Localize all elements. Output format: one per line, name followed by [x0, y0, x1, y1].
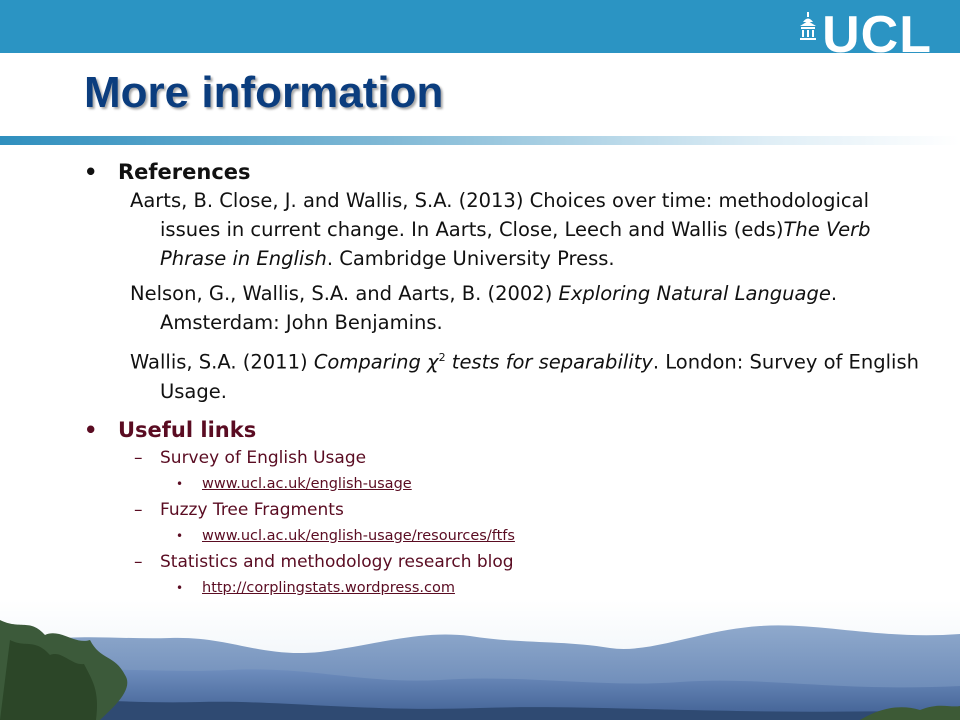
slide-title: More information — [84, 68, 444, 117]
link-item — [176, 472, 924, 496]
bullet-icon: • — [176, 580, 184, 595]
bullet-icon: • — [176, 528, 184, 543]
link-ftfs[interactable]: www.ucl.ac.uk/english-usage/resources/ftfs — [202, 527, 515, 544]
link-group-label: – Fuzzy Tree Fragments — [134, 499, 344, 520]
bullet-icon: • — [84, 417, 98, 442]
link-group-label: – Survey of English Usage — [134, 447, 367, 468]
reference-item: Wallis, S.A. (2011) Comparing $\chi^2$ tests for separability. London: Survey of English Usage. — [130, 350, 919, 403]
portico-icon — [800, 12, 816, 40]
reference-item: Aarts, B. Close, J. and Wallis, S.A. (2013) Choices over time: methodological issues in current change. In Aarts, Close, Leech and Wallis (eds)The Verb Phrase in English. Cambridge University Press. — [130, 189, 871, 270]
link-corplingstats[interactable]: http://corplingstats.wordpress.com — [202, 579, 455, 596]
useful-links-heading: • Useful links — [84, 417, 257, 442]
references-heading: • References — [84, 160, 251, 184]
reference-item: Nelson, G., Wallis, S.A. and Aarts, B. (2002) Exploring Natural Language. Amsterdam: John Benjamins. — [130, 282, 838, 334]
slide-content — [84, 158, 924, 600]
ucl-logo — [800, 6, 932, 64]
bullet-icon: • — [84, 160, 98, 184]
link-group-label: – Statistics and methodology research blog — [134, 551, 514, 572]
link-item — [176, 524, 924, 548]
logo-text: UCL — [822, 6, 932, 64]
title-rule — [0, 136, 960, 145]
link-item — [176, 576, 924, 600]
link-english-usage[interactable]: www.ucl.ac.uk/english-usage — [202, 475, 412, 492]
mountain-landscape-image — [0, 600, 960, 720]
bullet-icon: • — [176, 476, 184, 491]
